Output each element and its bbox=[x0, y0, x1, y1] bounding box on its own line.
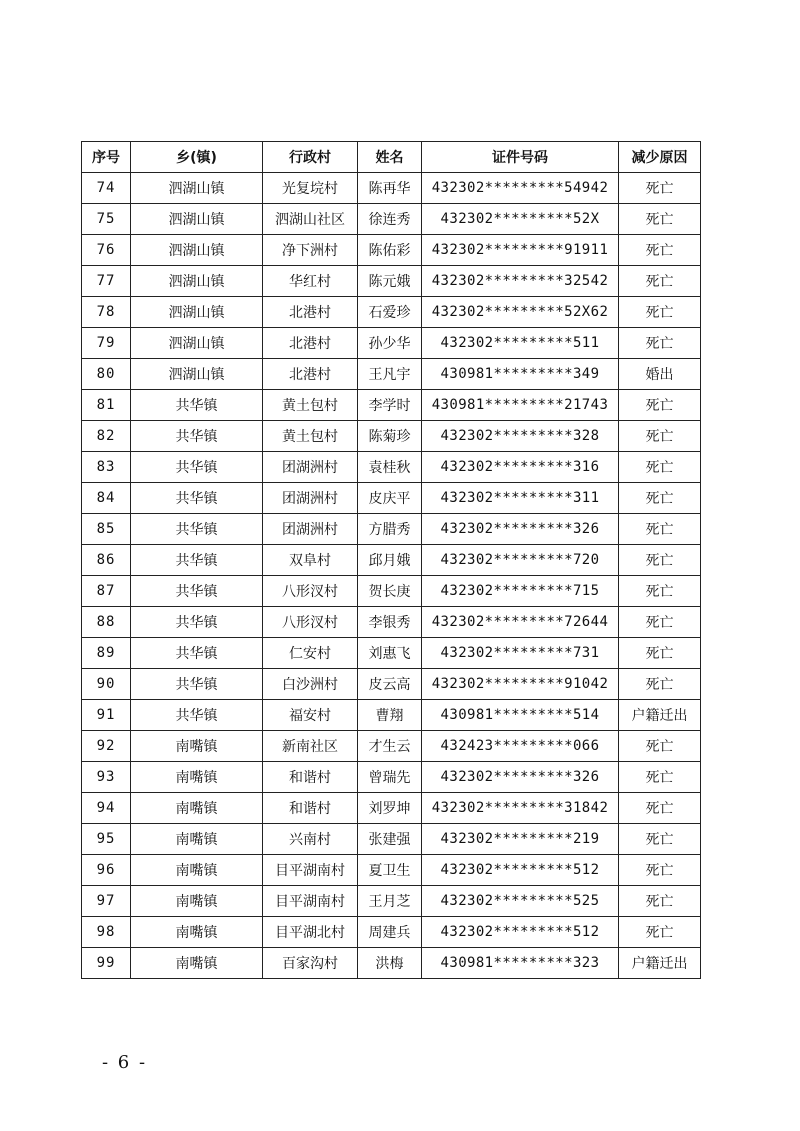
cell-village: 八形汊村 bbox=[263, 607, 358, 638]
cell-village: 团湖洲村 bbox=[263, 483, 358, 514]
cell-reason: 死亡 bbox=[619, 452, 701, 483]
cell-reason: 死亡 bbox=[619, 824, 701, 855]
cell-serial: 97 bbox=[82, 886, 131, 917]
cell-id-number: 432302*********54942 bbox=[422, 173, 619, 204]
cell-serial: 78 bbox=[82, 297, 131, 328]
cell-serial: 93 bbox=[82, 762, 131, 793]
cell-reason: 死亡 bbox=[619, 173, 701, 204]
cell-reason: 婚出 bbox=[619, 359, 701, 390]
cell-serial: 90 bbox=[82, 669, 131, 700]
cell-name: 李银秀 bbox=[358, 607, 422, 638]
cell-id-number: 432302*********52X bbox=[422, 204, 619, 235]
cell-serial: 82 bbox=[82, 421, 131, 452]
cell-reason: 死亡 bbox=[619, 917, 701, 948]
cell-name: 皮庆平 bbox=[358, 483, 422, 514]
cell-name: 皮云高 bbox=[358, 669, 422, 700]
cell-serial: 95 bbox=[82, 824, 131, 855]
cell-name: 孙少华 bbox=[358, 328, 422, 359]
cell-id-number: 430981*********514 bbox=[422, 700, 619, 731]
header-id-number: 证件号码 bbox=[422, 142, 619, 173]
cell-township: 泗湖山镇 bbox=[131, 266, 263, 297]
cell-village: 双阜村 bbox=[263, 545, 358, 576]
cell-name: 才生云 bbox=[358, 731, 422, 762]
cell-village: 和谐村 bbox=[263, 762, 358, 793]
cell-village: 光复垸村 bbox=[263, 173, 358, 204]
cell-name: 王月芝 bbox=[358, 886, 422, 917]
cell-serial: 94 bbox=[82, 793, 131, 824]
cell-reason: 死亡 bbox=[619, 669, 701, 700]
cell-name: 张建强 bbox=[358, 824, 422, 855]
cell-reason: 死亡 bbox=[619, 545, 701, 576]
page-number: - 6 - bbox=[102, 1052, 148, 1073]
cell-serial: 80 bbox=[82, 359, 131, 390]
table-row bbox=[82, 638, 701, 669]
cell-id-number: 432302*********31842 bbox=[422, 793, 619, 824]
cell-township: 泗湖山镇 bbox=[131, 297, 263, 328]
cell-village: 兴南村 bbox=[263, 824, 358, 855]
header-village: 行政村 bbox=[263, 142, 358, 173]
cell-name: 夏卫生 bbox=[358, 855, 422, 886]
cell-township: 泗湖山镇 bbox=[131, 173, 263, 204]
cell-reason: 死亡 bbox=[619, 762, 701, 793]
cell-village: 团湖洲村 bbox=[263, 514, 358, 545]
cell-village: 福安村 bbox=[263, 700, 358, 731]
cell-id-number: 432302*********328 bbox=[422, 421, 619, 452]
cell-serial: 77 bbox=[82, 266, 131, 297]
cell-name: 陈菊珍 bbox=[358, 421, 422, 452]
table-row bbox=[82, 545, 701, 576]
cell-serial: 89 bbox=[82, 638, 131, 669]
cell-id-number: 432302*********72644 bbox=[422, 607, 619, 638]
cell-id-number: 432423*********066 bbox=[422, 731, 619, 762]
cell-name: 周建兵 bbox=[358, 917, 422, 948]
cell-id-number: 430981*********349 bbox=[422, 359, 619, 390]
cell-township: 南嘴镇 bbox=[131, 762, 263, 793]
cell-id-number: 430981*********323 bbox=[422, 948, 619, 979]
cell-reason: 死亡 bbox=[619, 266, 701, 297]
cell-name: 曾瑞先 bbox=[358, 762, 422, 793]
table-row bbox=[82, 390, 701, 421]
cell-township: 泗湖山镇 bbox=[131, 359, 263, 390]
cell-name: 陈元娥 bbox=[358, 266, 422, 297]
cell-reason: 死亡 bbox=[619, 483, 701, 514]
table-row bbox=[82, 855, 701, 886]
header-township: 乡(镇) bbox=[131, 142, 263, 173]
cell-serial: 85 bbox=[82, 514, 131, 545]
cell-township: 南嘴镇 bbox=[131, 824, 263, 855]
cell-township: 共华镇 bbox=[131, 669, 263, 700]
header-serial: 序号 bbox=[82, 142, 131, 173]
cell-village: 新南社区 bbox=[263, 731, 358, 762]
cell-reason: 死亡 bbox=[619, 855, 701, 886]
cell-id-number: 432302*********326 bbox=[422, 514, 619, 545]
cell-serial: 75 bbox=[82, 204, 131, 235]
cell-name: 王凡宇 bbox=[358, 359, 422, 390]
cell-township: 共华镇 bbox=[131, 514, 263, 545]
table-body bbox=[82, 173, 701, 979]
cell-id-number: 432302*********32542 bbox=[422, 266, 619, 297]
cell-village: 目平湖南村 bbox=[263, 855, 358, 886]
table-row bbox=[82, 266, 701, 297]
cell-reason: 死亡 bbox=[619, 235, 701, 266]
cell-township: 共华镇 bbox=[131, 607, 263, 638]
cell-township: 泗湖山镇 bbox=[131, 328, 263, 359]
cell-id-number: 432302*********512 bbox=[422, 855, 619, 886]
cell-serial: 74 bbox=[82, 173, 131, 204]
cell-reason: 死亡 bbox=[619, 576, 701, 607]
cell-serial: 88 bbox=[82, 607, 131, 638]
cell-village: 八形汊村 bbox=[263, 576, 358, 607]
cell-reason: 死亡 bbox=[619, 886, 701, 917]
table-row bbox=[82, 762, 701, 793]
cell-village: 百家沟村 bbox=[263, 948, 358, 979]
cell-id-number: 432302*********52X62 bbox=[422, 297, 619, 328]
cell-id-number: 432302*********511 bbox=[422, 328, 619, 359]
cell-serial: 98 bbox=[82, 917, 131, 948]
table-row bbox=[82, 514, 701, 545]
cell-village: 目平湖北村 bbox=[263, 917, 358, 948]
cell-name: 曹翔 bbox=[358, 700, 422, 731]
cell-reason: 死亡 bbox=[619, 421, 701, 452]
cell-reason: 死亡 bbox=[619, 638, 701, 669]
cell-township: 南嘴镇 bbox=[131, 793, 263, 824]
cell-reason: 死亡 bbox=[619, 390, 701, 421]
cell-serial: 79 bbox=[82, 328, 131, 359]
cell-reason: 死亡 bbox=[619, 514, 701, 545]
cell-village: 北港村 bbox=[263, 328, 358, 359]
cell-name: 李学时 bbox=[358, 390, 422, 421]
header-reason: 减少原因 bbox=[619, 142, 701, 173]
cell-id-number: 432302*********91042 bbox=[422, 669, 619, 700]
cell-township: 共华镇 bbox=[131, 700, 263, 731]
table-row bbox=[82, 700, 701, 731]
cell-serial: 84 bbox=[82, 483, 131, 514]
cell-reason: 死亡 bbox=[619, 607, 701, 638]
cell-name: 贺长庚 bbox=[358, 576, 422, 607]
table-row bbox=[82, 607, 701, 638]
cell-village: 黄土包村 bbox=[263, 390, 358, 421]
cell-serial: 96 bbox=[82, 855, 131, 886]
table-row bbox=[82, 421, 701, 452]
cell-reason: 户籍迁出 bbox=[619, 948, 701, 979]
cell-township: 泗湖山镇 bbox=[131, 235, 263, 266]
cell-township: 共华镇 bbox=[131, 390, 263, 421]
cell-name: 徐连秀 bbox=[358, 204, 422, 235]
table-row bbox=[82, 731, 701, 762]
table-row bbox=[82, 235, 701, 266]
cell-township: 南嘴镇 bbox=[131, 886, 263, 917]
cell-village: 净下洲村 bbox=[263, 235, 358, 266]
cell-township: 泗湖山镇 bbox=[131, 204, 263, 235]
cell-township: 共华镇 bbox=[131, 638, 263, 669]
cell-name: 陈佑彩 bbox=[358, 235, 422, 266]
cell-reason: 户籍迁出 bbox=[619, 700, 701, 731]
table-row bbox=[82, 576, 701, 607]
table-row bbox=[82, 483, 701, 514]
cell-township: 共华镇 bbox=[131, 576, 263, 607]
cell-village: 白沙洲村 bbox=[263, 669, 358, 700]
cell-reason: 死亡 bbox=[619, 731, 701, 762]
cell-village: 华红村 bbox=[263, 266, 358, 297]
cell-id-number: 432302*********91911 bbox=[422, 235, 619, 266]
cell-serial: 76 bbox=[82, 235, 131, 266]
table-row bbox=[82, 359, 701, 390]
cell-id-number: 432302*********219 bbox=[422, 824, 619, 855]
cell-name: 石爱珍 bbox=[358, 297, 422, 328]
cell-serial: 99 bbox=[82, 948, 131, 979]
cell-serial: 86 bbox=[82, 545, 131, 576]
cell-name: 方腊秀 bbox=[358, 514, 422, 545]
cell-id-number: 432302*********720 bbox=[422, 545, 619, 576]
cell-village: 北港村 bbox=[263, 359, 358, 390]
cell-id-number: 430981*********21743 bbox=[422, 390, 619, 421]
reduction-table bbox=[81, 141, 701, 979]
cell-reason: 死亡 bbox=[619, 793, 701, 824]
cell-name: 陈再华 bbox=[358, 173, 422, 204]
table-row bbox=[82, 452, 701, 483]
table-row bbox=[82, 824, 701, 855]
cell-village: 和谐村 bbox=[263, 793, 358, 824]
cell-name: 刘罗坤 bbox=[358, 793, 422, 824]
cell-village: 北港村 bbox=[263, 297, 358, 328]
table-row bbox=[82, 297, 701, 328]
table-row bbox=[82, 669, 701, 700]
cell-id-number: 432302*********731 bbox=[422, 638, 619, 669]
cell-reason: 死亡 bbox=[619, 328, 701, 359]
table-row bbox=[82, 328, 701, 359]
table-row bbox=[82, 204, 701, 235]
cell-name: 洪梅 bbox=[358, 948, 422, 979]
cell-id-number: 432302*********512 bbox=[422, 917, 619, 948]
cell-id-number: 432302*********525 bbox=[422, 886, 619, 917]
cell-village: 仁安村 bbox=[263, 638, 358, 669]
table-header-row bbox=[82, 142, 701, 173]
cell-serial: 83 bbox=[82, 452, 131, 483]
cell-serial: 87 bbox=[82, 576, 131, 607]
cell-serial: 92 bbox=[82, 731, 131, 762]
cell-township: 共华镇 bbox=[131, 421, 263, 452]
cell-township: 共华镇 bbox=[131, 545, 263, 576]
cell-township: 南嘴镇 bbox=[131, 855, 263, 886]
cell-id-number: 432302*********326 bbox=[422, 762, 619, 793]
cell-township: 南嘴镇 bbox=[131, 917, 263, 948]
header-name: 姓名 bbox=[358, 142, 422, 173]
cell-township: 南嘴镇 bbox=[131, 948, 263, 979]
cell-serial: 81 bbox=[82, 390, 131, 421]
cell-township: 南嘴镇 bbox=[131, 731, 263, 762]
table-row bbox=[82, 948, 701, 979]
cell-village: 目平湖南村 bbox=[263, 886, 358, 917]
cell-village: 泗湖山社区 bbox=[263, 204, 358, 235]
table-row bbox=[82, 917, 701, 948]
cell-serial: 91 bbox=[82, 700, 131, 731]
cell-name: 刘惠飞 bbox=[358, 638, 422, 669]
cell-id-number: 432302*********715 bbox=[422, 576, 619, 607]
table-row bbox=[82, 886, 701, 917]
cell-id-number: 432302*********311 bbox=[422, 483, 619, 514]
cell-name: 袁桂秋 bbox=[358, 452, 422, 483]
cell-township: 共华镇 bbox=[131, 483, 263, 514]
table-row bbox=[82, 793, 701, 824]
cell-name: 邱月娥 bbox=[358, 545, 422, 576]
table-row bbox=[82, 173, 701, 204]
cell-reason: 死亡 bbox=[619, 297, 701, 328]
cell-id-number: 432302*********316 bbox=[422, 452, 619, 483]
cell-village: 黄土包村 bbox=[263, 421, 358, 452]
cell-village: 团湖洲村 bbox=[263, 452, 358, 483]
cell-reason: 死亡 bbox=[619, 204, 701, 235]
cell-township: 共华镇 bbox=[131, 452, 263, 483]
